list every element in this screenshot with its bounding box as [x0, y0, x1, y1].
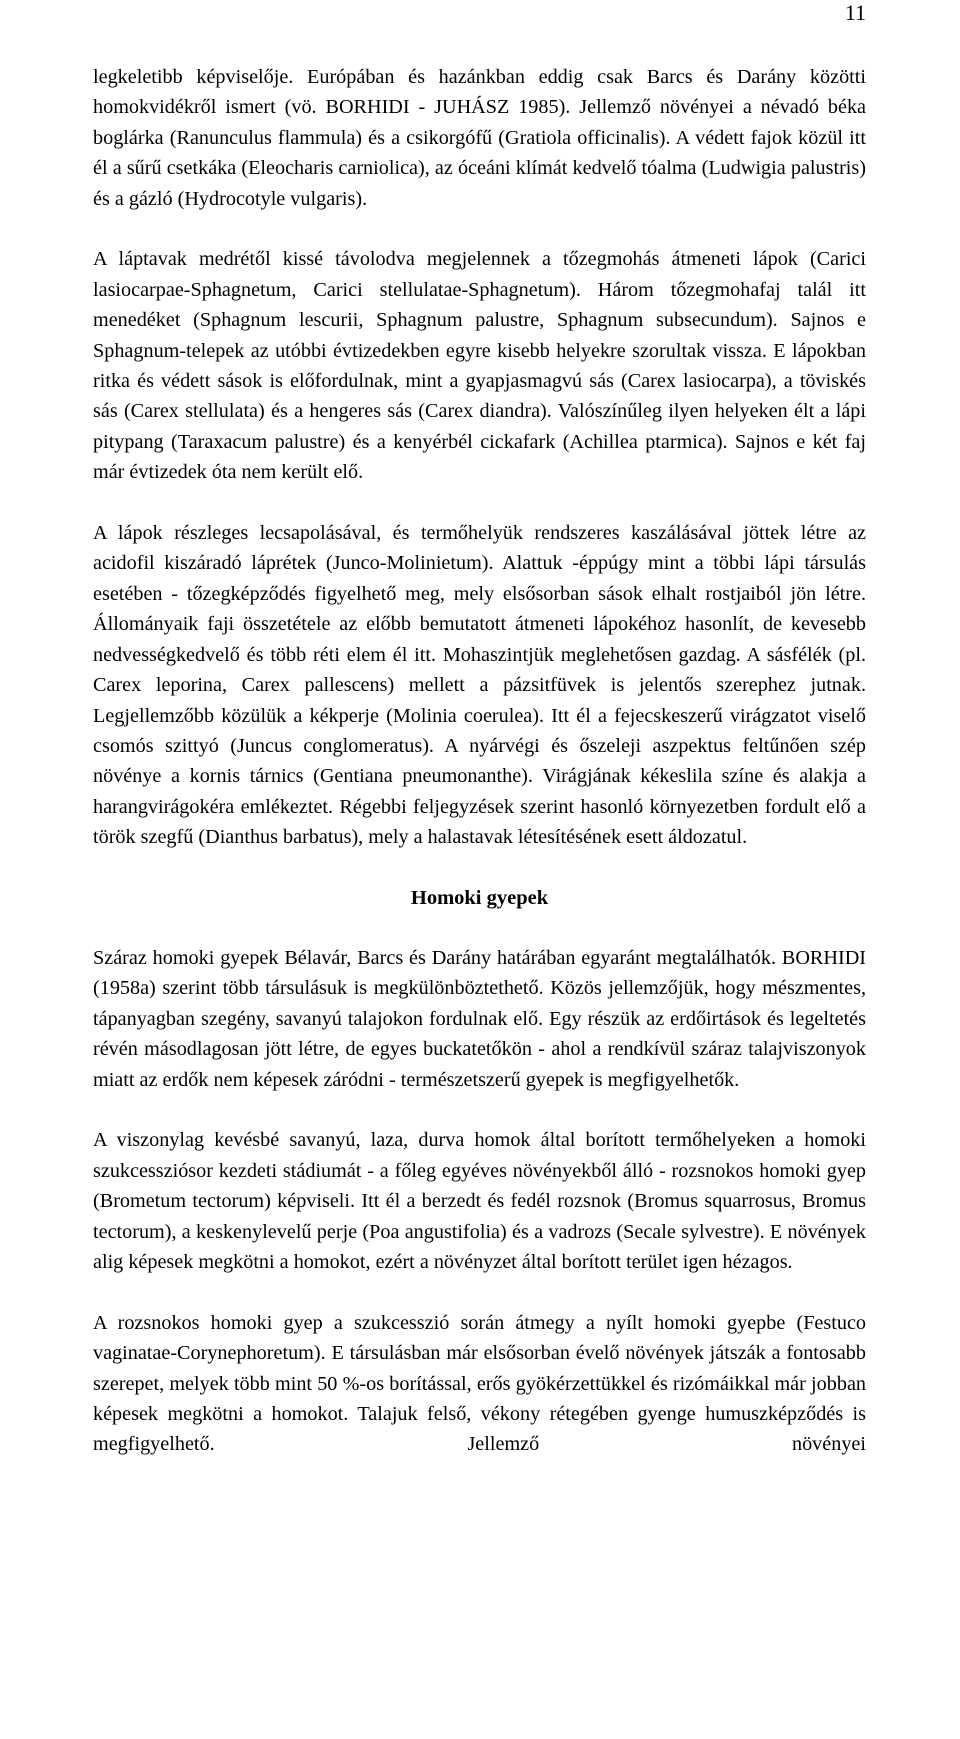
- paragraph-szaraz-homoki-gyepek: Száraz homoki gyepek Bélavár, Barcs és Darány határában egyaránt megtalálhatók. BORHIDI (1958a) szerint több társulásuk is megkülönböztethető. Közös jellemzőjük, hogy mészmentes, tápanyagban szegény, savanyú talajokon fordulnak elő. Egy részük az erdőirtások és legeltetés révén másodlagosan jött létre, de egyes buckatetőkön - ahol a rendkívül száraz talajviszonyok miatt az erdők nem képesek záródni - természetszerű gyepek is megfigyelhetők.: [93, 946, 866, 1091]
- paragraph-lapi-vegetation: legkeletibb képviselője. Európában és hazánkban eddig csak Barcs és Darány közötti homokvidékről ismert (vö. BORHIDI - JUHÁSZ 1985). Jellemző növényei a névadó béka boglárka (Ranunculus flammula) és a csikorgófű (Gratiola officinalis). A védett fajok közül itt él a sűrű csetkáka (Eleocharis carniolica), az óceáni klímát kedvelő tóalma (Ludwigia palustris) és a gázló (Hydrocotyle vulgaris).: [93, 66, 866, 210]
- paragraph-nyilt-homoki-gyep: A rozsnokos homoki gyep a szukcesszió során átmegy a nyílt homoki gyepbe (Festuco vaginatae-Corynephoretum). E társulásban már elsősorban évelő növények játszák a fontosabb szerepet, melyek több mint 50 %-os borítással, erős gyökérzettükkel és rizómáikkal már jobban képesek megkötni a homokot. Talajuk felső, vékony rétegében gyenge humuszképződés is megfigyelhető. Jellemző növényei: [93, 1311, 866, 1456]
- section-heading-homoki-gyepek: Homoki gyepek: [410, 886, 549, 909]
- page-body: [93, 62, 866, 1460]
- paragraph-tozegmohas-lapok: A láptavak medrétől kissé távolodva megjelennek a tőzegmohás átmeneti lápok (Carici lasiocarpae-Sphagnetum, Carici stellulatae-Sphagnetum). Három tőzegmohafaj talál itt menedéket (Sphagnum lescurii, Sphagnum palustre, Sphagnum subsecundum). Sajnos e Sphagnum-telepek az utóbbi évtizedekben egyre kisebb helyekre szorultak vissza. E lápokban ritka és védett sások is előfordulnak, mint a gyapjasmagvú sás (Carex lasiocarpa), a töviskés sás (Carex stellulata) és a hengeres sás (Carex diandra). Valószínűleg ilyen helyeken élt a lápi pitypang (Taraxacum palustre) és a kenyérbél cickafark (Achillea ptarmica). Sajnos e két faj már évtizedek óta nem került elő.: [93, 248, 866, 484]
- paragraph-rozsnokos-homoki-gyep: A viszonylag kevésbé savanyú, laza, durva homok által borított termőhelyeken a homoki szukcessziósor kezdeti stádiumát - a főleg egyéves növényekből álló - rozsnokos homoki gyep (Brometum tectorum) képviseli. Itt él a berzedt és fedél rozsnok (Bromus squarrosus, Bromus tectorum), a keskenylevelű perje (Poa angustifolia) és a vadrozs (Secale sylvestre). E növények alig képesek megkötni a homokot, ezért a növényzet által borított terület igen hézagos.: [93, 1129, 866, 1273]
- page-number: 11: [844, 0, 866, 25]
- paragraph-kiszarado-lapretek: A lápok részleges lecsapolásával, és termőhelyük rendszeres kaszálásával jöttek létre az acidofil kiszáradó láprétek (Junco-Molinietum). Alattuk -éppúgy mint a többi lápi társulás esetében - tőzegképződés figyelhető meg, mely elsősorban sások elhalt rostjaiból jön létre. Állományaik faji összetétele az előbb bemutatott átmeneti lápokéhoz hasonlít, de kevesebb nedvességkedvelő és több réti elem él itt. Mohaszintjük meglehetősen gazdag. A sásfélék (pl. Carex leporina, Carex pallescens) mellett a pázsitfüvek is jelentős szerephez jutnak. Legjellemzőbb közülük a kékperje (Molinia coerulea). Itt él a fejecskeszerű virágzatot viselő csomós szittyó (Juncus conglomeratus). A nyárvégi és őszeleji aszpektus feltűnően szép növénye a kornis tárnics (Gentiana pneumonanthe). Virágjának kékeslila színe és alakja a harangvirágokéra emlékeztet. Régebbi feljegyzések szerint hasonló környezetben fordult elő a török szegfű (Dianthus barbatus), mely a halastavak létesítésének esett áldozatul.: [93, 522, 866, 849]
